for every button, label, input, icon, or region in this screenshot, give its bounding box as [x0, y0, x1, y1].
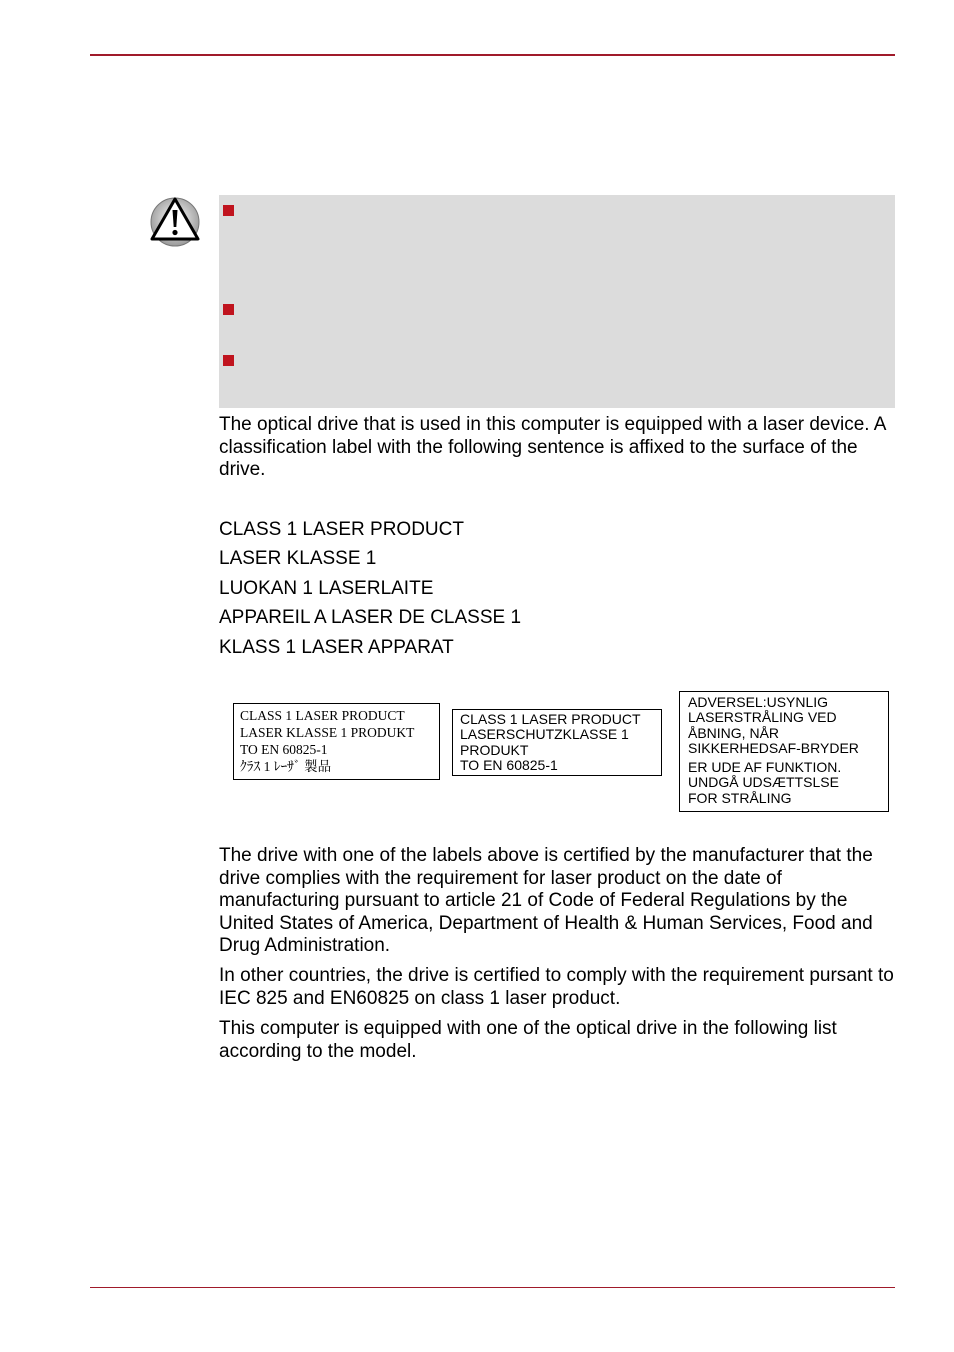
header-rule [90, 54, 895, 56]
label-line: SIKKERHEDSAF-BRYDER [688, 739, 859, 756]
laser-label-danish [679, 691, 889, 812]
label-line: ER UDE AF FUNKTION. [688, 759, 842, 776]
certification-paragraph: The drive with one of the labels above is certified by the manufacturer that the drive complies with the requirement for laser product on the date of manufacturing pursuant to article 21 of Code of Federal Regulations by the United States of America, Department of Health & Human Services, Food and Drug Administration. [219, 845, 873, 956]
label-line: LASERSCHUTZKLASSE 1 [460, 726, 629, 743]
label-line: FOR STRÅLING [688, 789, 792, 806]
class-line: CLASS 1 LASER PRODUCT [219, 519, 464, 540]
warning-triangle-icon [149, 195, 201, 247]
label-line: ｸﾗｽ 1 ﾚｰｻﾞ 製品 [240, 759, 332, 774]
laser-label-german [452, 709, 662, 776]
other-countries-paragraph: In other countries, the drive is certified to comply with the requirement pursant to IEC 825 and EN60825 on class 1 laser product. [219, 965, 894, 1009]
label-line: TO EN 60825-1 [460, 756, 558, 773]
class-line: KLASS 1 LASER APPARAT [219, 637, 454, 658]
bullet-icon [223, 355, 234, 366]
bullet-icon [223, 205, 234, 216]
bullet-icon [223, 304, 234, 315]
label-line: UNDGÅ UDSÆTTSLSE [688, 774, 839, 791]
label-line: TO EN 60825-1 [240, 742, 328, 757]
class-line: LUOKAN 1 LASERLAITE [219, 578, 434, 599]
class-line: APPAREIL A LASER DE CLASSE 1 [219, 607, 522, 628]
caution-box [219, 195, 895, 408]
class-line: LASER KLASSE 1 [219, 548, 377, 569]
laser-label-japanese [233, 703, 440, 780]
label-line: CLASS 1 LASER PRODUCT [460, 711, 641, 727]
label-line: LASERSTRÅLING VED [688, 709, 837, 726]
label-line: PRODUKT [460, 741, 529, 758]
label-line: CLASS 1 LASER PRODUCT [240, 708, 405, 723]
intro-paragraph: The optical drive that is used in this computer is equipped with a laser device. A classification label with the following sentence is affixed to the surface of the drive. [219, 414, 886, 480]
label-line: ADVERSEL:USYNLIG [688, 694, 829, 710]
footer-rule [90, 1287, 895, 1288]
label-line: ÅBNING, NÅR [688, 724, 780, 741]
label-line: LASER KLASSE 1 PRODUKT [240, 725, 415, 740]
drive-list-paragraph: This computer is equipped with one of the optical drive in the following list according to the model. [219, 1018, 837, 1062]
